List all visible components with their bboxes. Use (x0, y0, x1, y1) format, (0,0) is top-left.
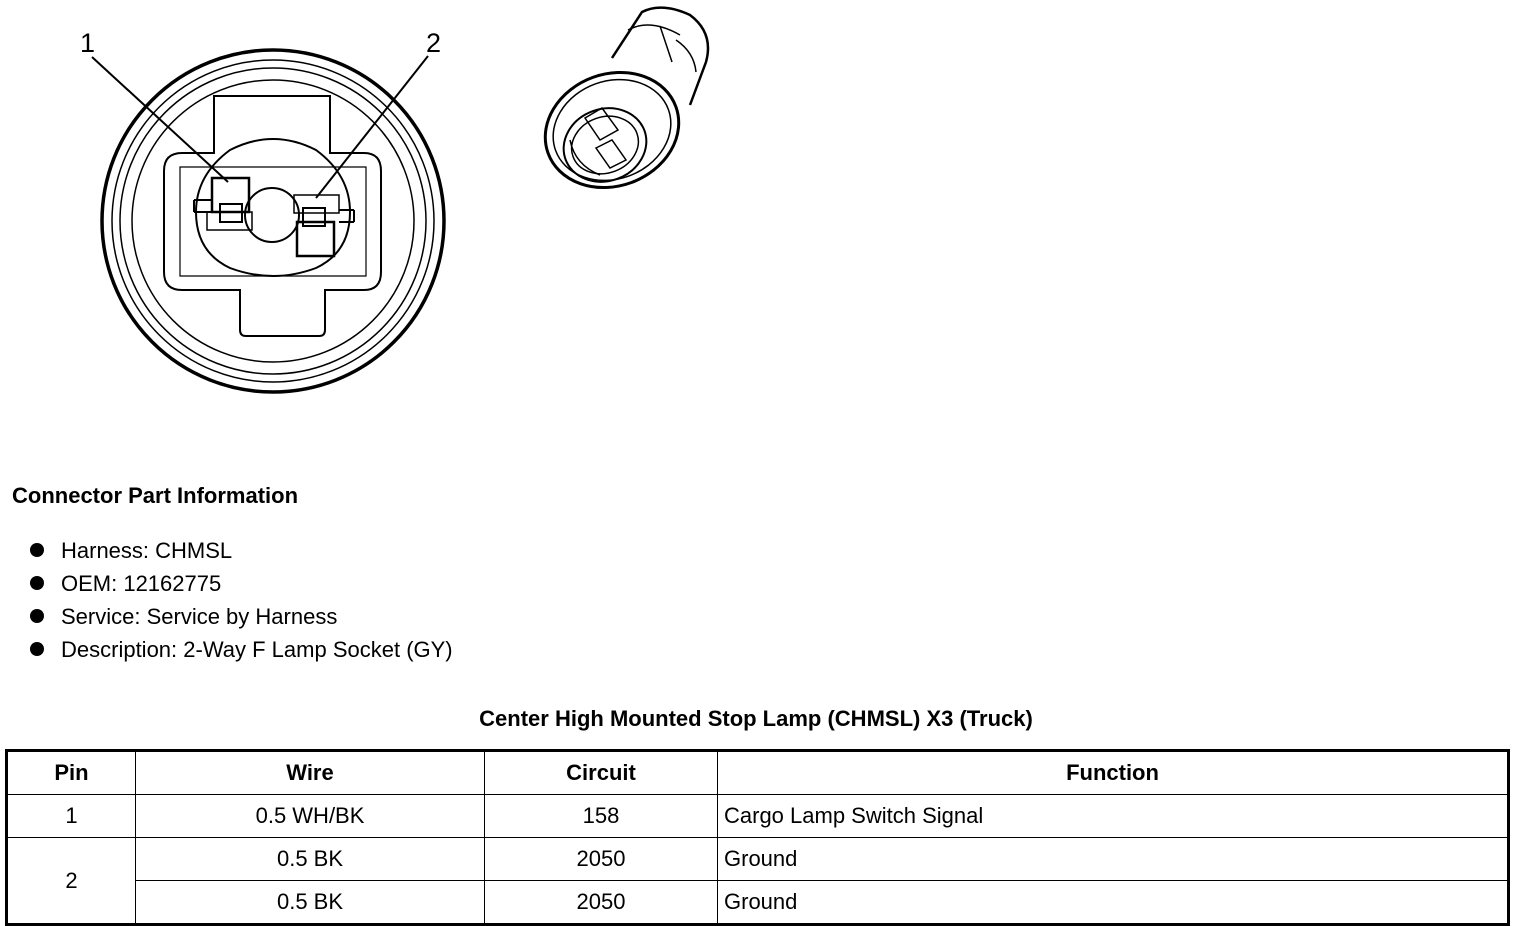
bullet-icon (30, 543, 44, 557)
oem-info: OEM: 12162775 (61, 571, 222, 596)
table-row (7, 838, 1509, 881)
connector-face-view (92, 50, 444, 392)
pin-2-callout: 2 (426, 28, 442, 58)
function-cell: Ground (718, 881, 1509, 925)
table-row (7, 881, 1509, 925)
function-cell: Cargo Lamp Switch Signal (718, 795, 1509, 838)
connector-diagram (0, 0, 720, 400)
harness-info: Harness: CHMSL (61, 538, 233, 563)
description-info: Description: 2-Way F Lamp Socket (GY) (61, 637, 453, 662)
pin-1-callout: 1 (80, 28, 96, 58)
circuit-cell: 2050 (485, 881, 718, 925)
function-cell: Ground (718, 838, 1509, 881)
table-header-row (7, 751, 1509, 795)
wire-cell: 0.5 BK (136, 881, 485, 925)
bullet-icon (30, 576, 44, 590)
circuit-column-header: Circuit (485, 751, 718, 795)
connector-perspective-view (529, 8, 708, 206)
service-info: Service: Service by Harness (61, 604, 338, 629)
pinout-table (5, 749, 1510, 926)
wire-cell: 0.5 BK (136, 838, 485, 881)
bullet-icon (30, 609, 44, 623)
section-heading: Connector Part Information (12, 483, 299, 508)
pin-cell: 2 (7, 838, 136, 925)
circuit-cell: 2050 (485, 838, 718, 881)
wire-column-header: Wire (136, 751, 485, 795)
bullet-icon (30, 642, 44, 656)
circuit-cell: 158 (485, 795, 718, 838)
pin-cell: 1 (7, 795, 136, 838)
wire-cell: 0.5 WH/BK (136, 795, 485, 838)
pin-column-header: Pin (7, 751, 136, 795)
table-title: Center High Mounted Stop Lamp (CHMSL) X3 (Truck) (479, 706, 1033, 731)
table-row (7, 795, 1509, 838)
function-column-header: Function (718, 751, 1509, 795)
